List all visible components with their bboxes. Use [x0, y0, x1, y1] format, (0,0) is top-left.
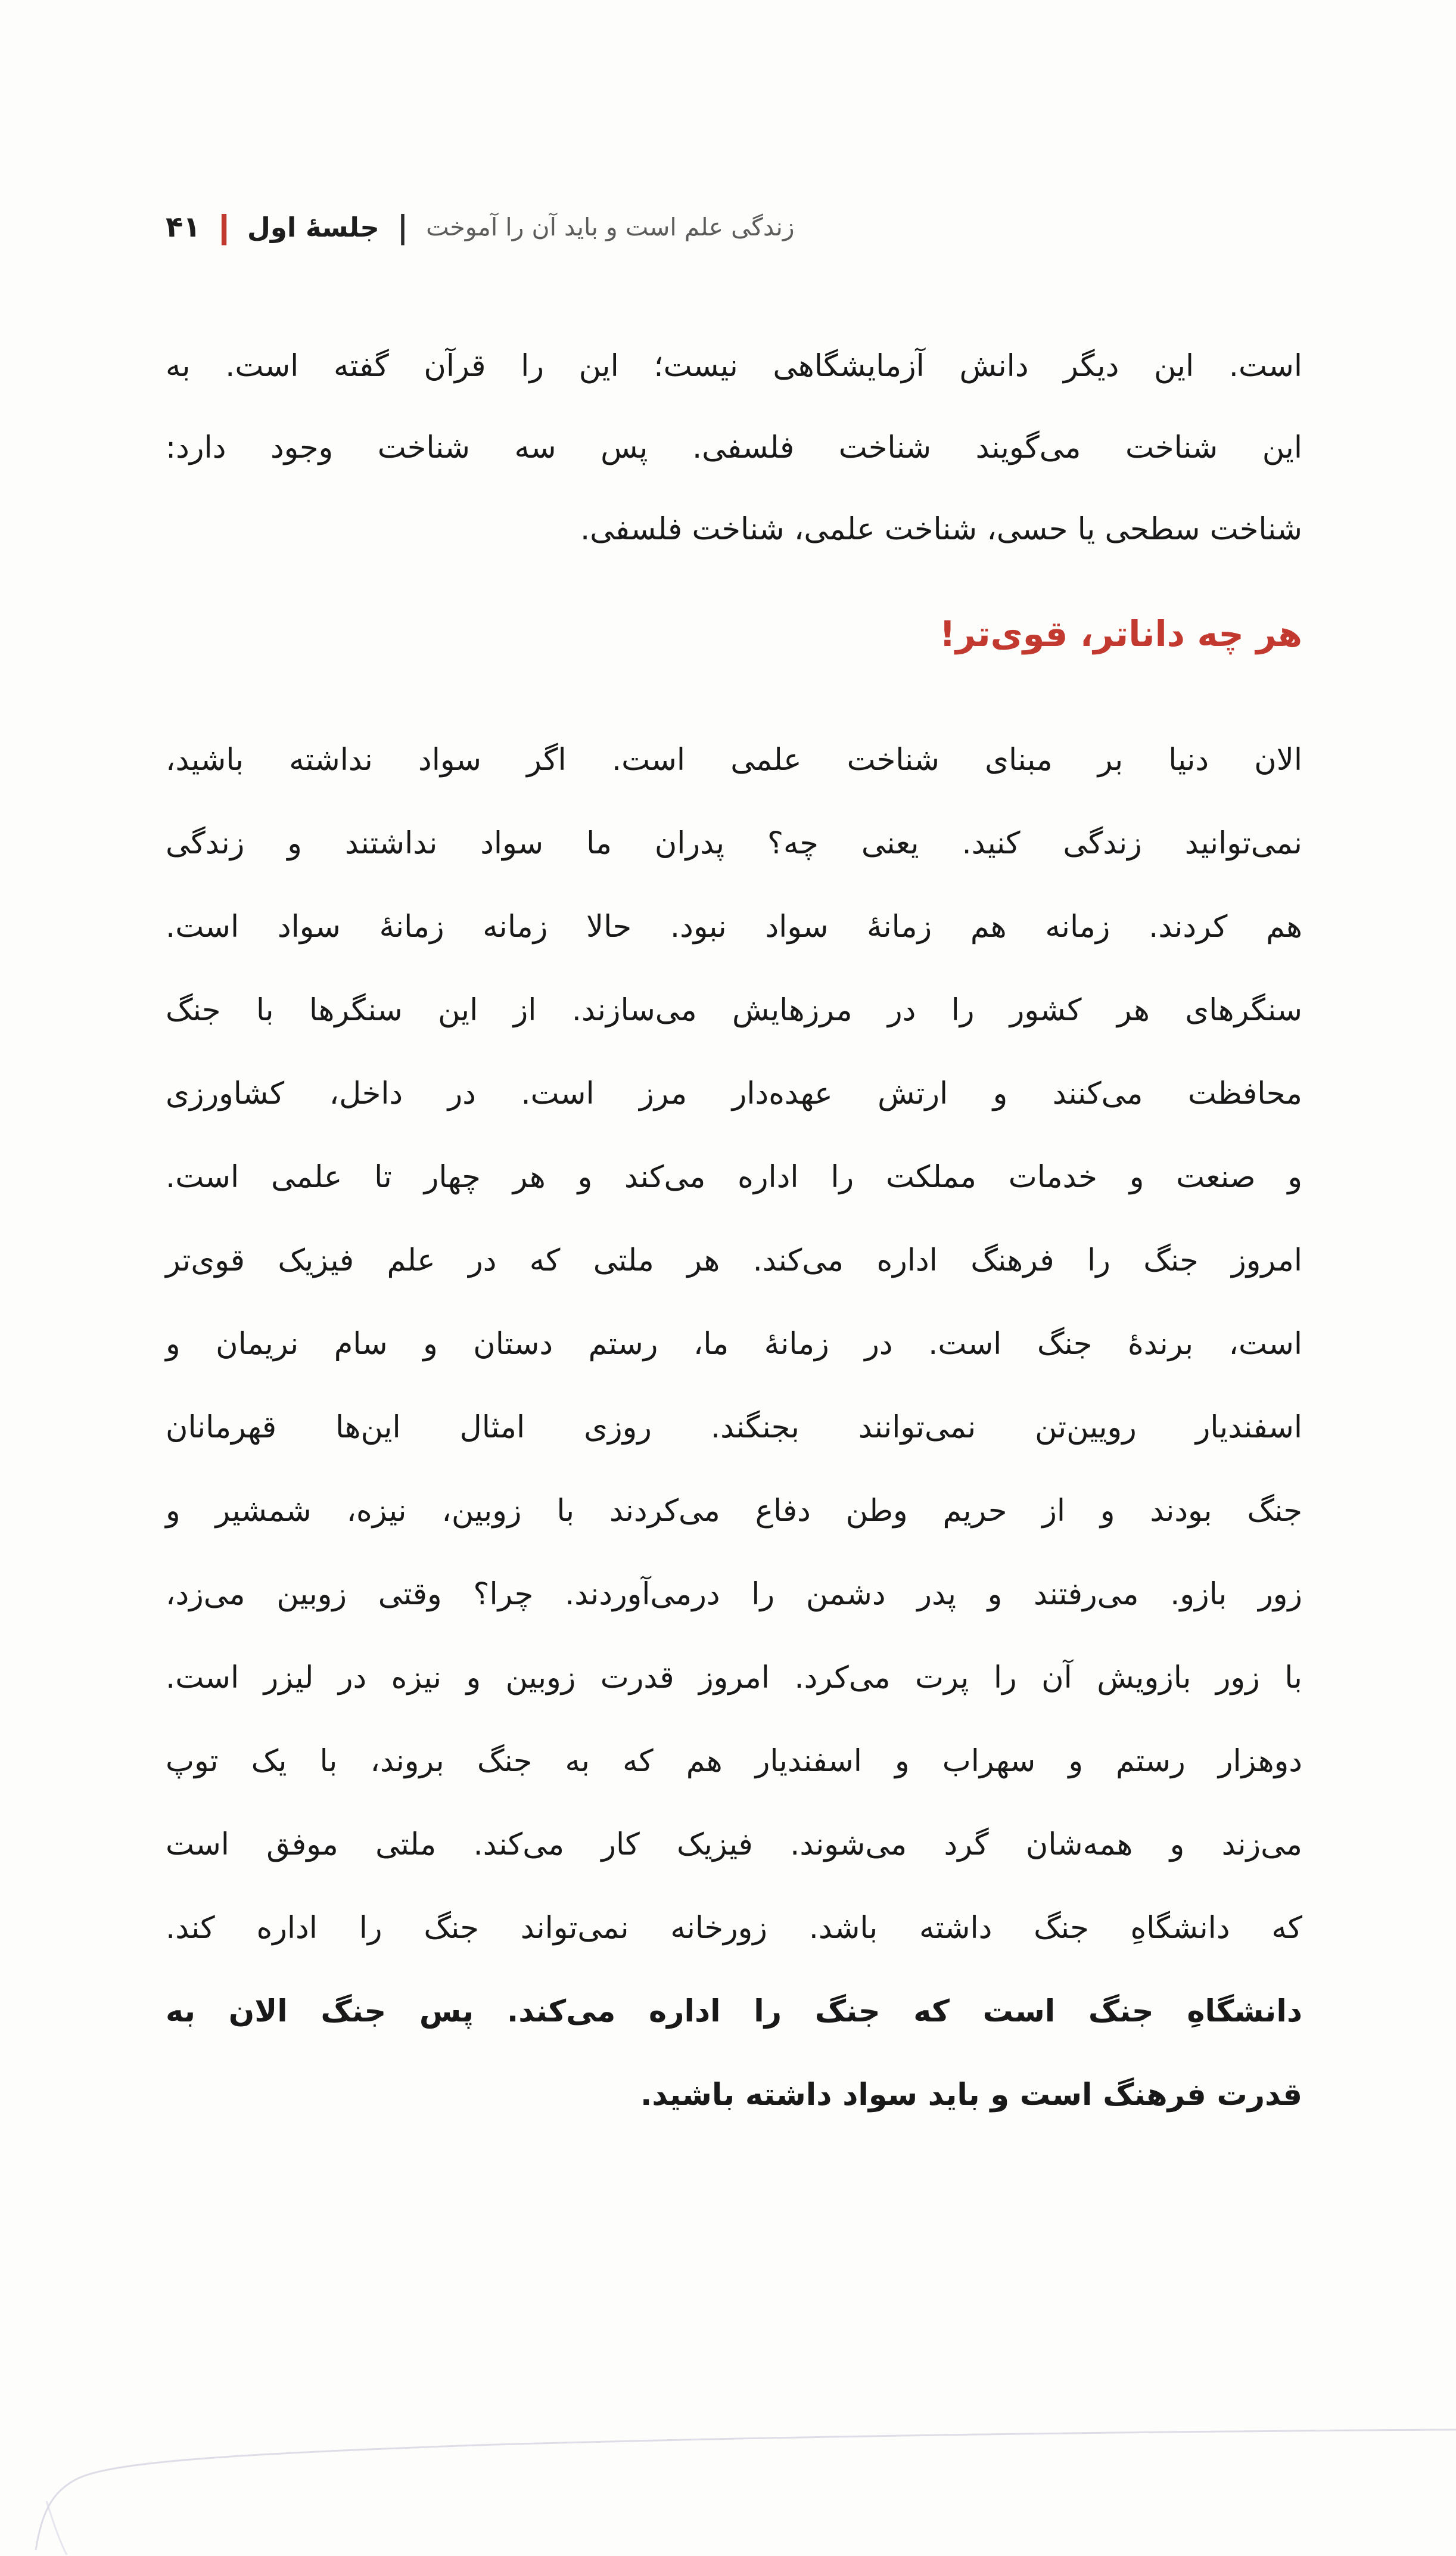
text-line: محافظت می‌کنند و ارتش عهده‌دار مرز است. در داخل، کشاورزی [166, 1076, 1302, 1111]
text-line: اسفندیار رویین‌تن نمی‌توانند بجنگند. روزی امثال این‌ها قهرمانان [166, 1410, 1302, 1445]
chapter-label: جلسهٔ اول [247, 211, 379, 243]
text-line: الان دنیا بر مبنای شناخت علمی است. اگر سواد نداشته باشید، [166, 743, 1302, 778]
text-line: زور بازو. می‌رفتند و پدر دشمن را درمی‌آوردند. چرا؟ وقتی زوبین می‌زد، [166, 1577, 1302, 1612]
text-line: است. این دیگر دانش آزمایشگاهی نیست؛ این را قرآن گفته است. به [166, 349, 1302, 384]
text-line: امروز جنگ را فرهنگ اداره می‌کند. هر ملتی که در علم فیزیک قوی‌تر [166, 1243, 1302, 1278]
text-line: می‌زند و همه‌شان گرد می‌شوند. فیزیک کار می‌کند. ملتی موفق است [166, 1827, 1302, 1862]
section-heading: هر چه داناتر، قوی‌تر! [939, 613, 1302, 654]
text-line: دوهزار رستم و سهراب و اسفندیار هم که به جنگ بروند، با یک توپ [166, 1744, 1302, 1779]
text-line: شناخت سطحی یا حسی، شناخت علمی، شناخت فلسفی. [580, 512, 1302, 547]
text-line: جنگ بودند و از حریم وطن دفاع می‌کردند با زوبین، نیزه، شمشیر و [166, 1493, 1302, 1529]
header-divider-red: | [216, 209, 232, 246]
text-line: این شناخت می‌گویند شناخت فلسفی. پس سه شناخت وجود دارد: [166, 430, 1302, 465]
paragraph-2 [166, 719, 1302, 2137]
text-line: که دانشگاهِ جنگ داشته باشد. زورخانه نمی‌تواند جنگ را اداره کند. [166, 1911, 1302, 1946]
paragraph-1 [166, 325, 1302, 570]
text-line: است، برندهٔ جنگ است. در زمانهٔ ما، رستم دستان و سام نریمان و [166, 1327, 1302, 1362]
text-line: با زور بازویش آن را پرت می‌کرد. امروز قدرت زوبین و نیزه در لیزر است. [166, 1660, 1302, 1695]
text-line: و صنعت و خدمات مملکت را اداره می‌کند و هر چهار تا علمی است. [166, 1160, 1302, 1195]
page-number: ۴۱ [166, 210, 201, 244]
text-line: قدرت فرهنگ است و باید سواد داشته باشید. [640, 2077, 1302, 2113]
running-header [166, 210, 795, 244]
scan-edge-decoration [0, 2401, 1456, 2556]
header-divider: | [397, 209, 409, 246]
text-line: دانشگاهِ جنگ است که جنگ را اداره می‌کند. پس جنگ الان به [166, 1994, 1302, 2029]
text-line: سنگرهای هر کشور را در مرزهایش می‌سازند. از این سنگرها با جنگ [166, 993, 1302, 1028]
text-line: هم کردند. زمانه هم زمانهٔ سواد نبود. حالا زمانه زمانهٔ سواد است. [166, 909, 1302, 945]
text-line: نمی‌توانید زندگی کنید. یعنی چه؟ پدران ما سواد نداشتند و زندگی [166, 826, 1302, 861]
book-title: زندگی علم است و باید آن را آموخت [426, 213, 795, 241]
